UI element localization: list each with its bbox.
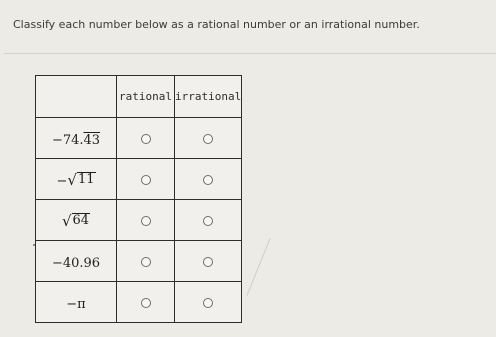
number-value: −π [66, 296, 86, 312]
rational-cell [117, 159, 175, 200]
rational-radio[interactable] [141, 134, 151, 144]
radicand: 11 [77, 172, 95, 188]
divider [4, 53, 496, 54]
irrational-cell [175, 159, 242, 200]
square-root [62, 213, 90, 228]
irrational-radio[interactable] [203, 298, 213, 308]
rational-cell [117, 200, 175, 241]
rational-radio[interactable] [141, 298, 151, 308]
number-value [61, 211, 90, 230]
irrational-cell [175, 282, 242, 323]
table-row [36, 118, 242, 159]
rational-radio[interactable] [141, 216, 151, 226]
table-header-row [36, 76, 242, 118]
number-cell [36, 118, 117, 159]
irrational-cell [175, 118, 242, 159]
header-number [36, 76, 117, 118]
table-row [36, 282, 242, 323]
number-cell [36, 241, 117, 282]
irrational-radio[interactable] [203, 175, 213, 185]
header-irrational: irrational [175, 76, 242, 118]
rational-cell [117, 241, 175, 282]
number-cell [36, 159, 117, 200]
instruction-text: Classify each number below as a rational number or an irrational number. [13, 18, 420, 31]
number-cell [36, 282, 117, 323]
number-value [56, 170, 95, 189]
irrational-radio[interactable] [203, 257, 213, 267]
classification-table [35, 75, 242, 323]
stray-pen-stroke [246, 238, 270, 296]
header-rational: rational [117, 76, 175, 118]
irrational-cell [175, 200, 242, 241]
repeating-digits: 43 [83, 132, 101, 148]
radical-sign: √ [61, 211, 72, 230]
irrational-radio[interactable] [203, 216, 213, 226]
number-prefix: −74. [51, 132, 84, 148]
table-row [36, 159, 242, 200]
rational-radio[interactable] [141, 175, 151, 185]
irrational-cell [175, 241, 242, 282]
radicand: 64 [72, 213, 90, 229]
stray-dot [33, 244, 35, 246]
number-value [52, 133, 100, 148]
rational-cell [117, 282, 175, 323]
irrational-radio[interactable] [203, 134, 213, 144]
table-row [36, 241, 242, 282]
table-row [36, 200, 242, 241]
radical-sign: √ [67, 170, 77, 189]
number-minus: − [56, 173, 68, 189]
rational-radio[interactable] [141, 257, 151, 267]
number-value: −40.96 [51, 255, 101, 271]
number-cell [36, 200, 117, 241]
square-root [67, 172, 95, 187]
rational-cell [117, 118, 175, 159]
